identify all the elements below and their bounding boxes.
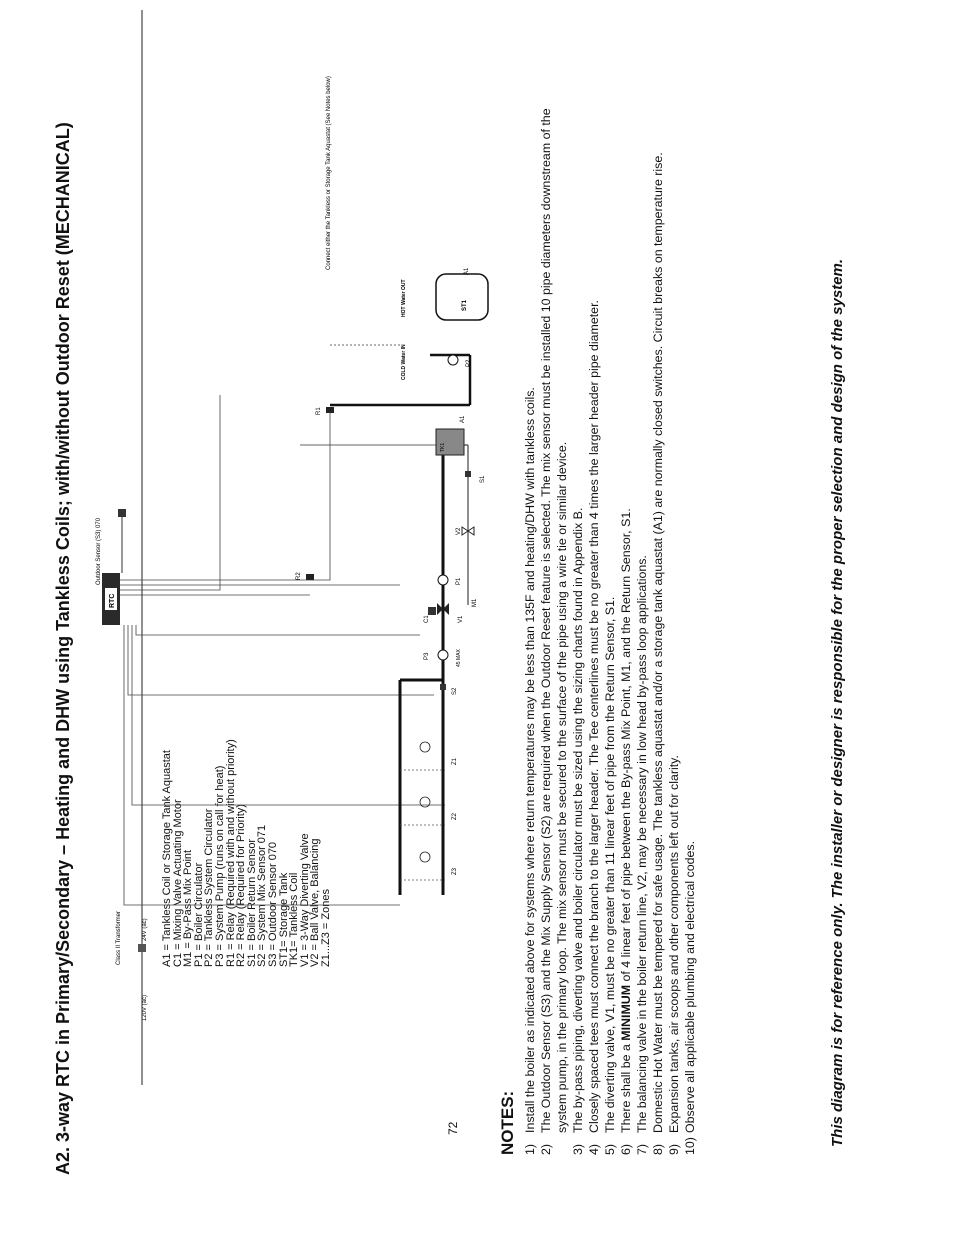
notes-list <box>522 105 698 1155</box>
note-number: 1) <box>523 1143 537 1155</box>
note-item <box>650 105 666 1155</box>
note-text-bold: MINIMUM <box>619 984 633 1041</box>
st1-label: ST1 <box>462 299 468 311</box>
note-item <box>522 105 538 1155</box>
legend-item: Z1...Z3 = Zones <box>319 889 332 967</box>
note-text: There shall be a <box>619 1040 633 1133</box>
storage-tank-st1 <box>436 274 488 320</box>
note-text: Closely spaced tees must connect the branch to the larger header. The Tee centerlines must be no greater than 4 times the larger header pipe diameter. <box>587 300 601 1133</box>
pump-p1-icon <box>438 575 448 585</box>
relay-r2-icon <box>306 574 314 580</box>
note-text: The by-pass piping, diverting valve and boiler circulator must be sized using the sizing charts found in Appendix B. <box>571 507 585 1133</box>
control-wires <box>120 395 445 905</box>
note-text: of 4 linear feet of pipe between the By-pass Mix Point, M1, and the Return Sensor, S1. <box>619 508 633 985</box>
dim-45-label: 45 MAX <box>456 649 462 667</box>
valve-v1-label: V1 <box>458 615 464 623</box>
sensor-s2-label: S2 <box>452 687 458 695</box>
note-text: Observe all applicable plumbing and electrical codes. <box>683 840 697 1133</box>
hot-water-label: HOT Water OUT <box>401 279 407 317</box>
note-text: Domestic Hot Water must be tempered for safe usage. The tankless aquastat and/or a storage tank aquastat (A1) are normally closed switches. Circuit breaks on temperature rise. <box>651 152 665 1133</box>
disclaimer: This diagram is for reference only. The installer or designer is responsible for the proper selection and design of the system. <box>829 258 846 1147</box>
note-item <box>666 105 682 1155</box>
note-number: 2) <box>539 1143 553 1155</box>
note-item <box>634 105 650 1155</box>
zone-valves <box>420 742 430 862</box>
legend-item: R1 = Relay (Required with and without priority) <box>224 739 237 967</box>
note-text: The Outdoor Sensor (S3) and the Mix Supply Sensor (S2) are required when the Outdoor Reset feature is selected. The mix sensor must be installed 10 pipe diameters downstream of the system pump, in the primary loop. The mix sensor must be secured to the surface of the pipe using a wire tie or similar device. <box>539 108 569 1133</box>
legend-item: P1 = Boiler Circulator <box>192 862 205 967</box>
note-number: 10) <box>683 1137 697 1155</box>
page-number: 72 <box>446 1121 460 1135</box>
zone-label-z1: Z1 <box>452 757 458 765</box>
note-number: 4) <box>587 1143 601 1155</box>
pump-p2-icon <box>448 355 458 365</box>
notes-heading: NOTES: <box>498 1090 517 1155</box>
mix-m1-label: M1 <box>472 598 478 607</box>
note-text: The balancing valve in the boiler return line, V2, may be necessary in low head by-pass loop applications. <box>635 555 649 1133</box>
legend-item: A1 = Tankless Coil or Storage Tank Aquastat <box>161 750 173 967</box>
note-item <box>682 105 698 1155</box>
cold-water-label: COLD Water IN <box>401 344 407 380</box>
legend-item: R2 = Relay (Required for Priority) <box>235 804 248 967</box>
zone-label-z2: Z2 <box>452 812 458 820</box>
sensor-s1-label: S1 <box>480 475 486 483</box>
aquastat-a1b-label: A1 <box>464 267 470 275</box>
note-number: 6) <box>619 1143 633 1155</box>
legend-item: V2 = Ball Valve, Balancing <box>309 838 322 967</box>
relay-r1-icon <box>326 407 334 413</box>
primary-loop-piping <box>400 435 443 755</box>
transformer-icon <box>138 944 146 952</box>
transformer-label: Class II Transformer <box>116 910 122 965</box>
pump-p1-label: P1 <box>456 577 462 585</box>
sensor-s2-icon <box>440 684 446 690</box>
valve-v2-label: V2 <box>456 527 462 535</box>
note-number: 7) <box>635 1143 649 1155</box>
note-text: Expansion tanks, air scoops and other components left out for clarity. <box>667 755 681 1133</box>
pump-p3-icon <box>438 650 448 660</box>
note-text: The diverting valve, V1, must be no greater than 11 linear feet of pipe from the Return Sensor, S1. <box>603 596 617 1133</box>
page-title: A2. 3-way RTC in Primary/Secondary – Heating and DHW using Tankless Coils; with/without Outdoor Reset (MECHANICAL) <box>53 122 73 1175</box>
rtc-label: RTC <box>109 593 116 608</box>
note-item <box>586 105 602 1155</box>
sensor-s1-icon <box>465 471 471 477</box>
legend-item: S2 = System Mix Sensor 071 <box>256 824 269 967</box>
note-number: 9) <box>667 1143 681 1155</box>
dhw-cold-in <box>401 344 407 380</box>
note-item <box>618 105 634 1155</box>
power-in-label: 120V (ac) <box>142 994 148 1021</box>
note-number: 3) <box>571 1143 585 1155</box>
connect-note: Connect either the Tankless or Storage Tank Aquastat (See Notes below) <box>326 76 332 270</box>
legend-item: P2 = Tankless System Circulator <box>203 808 216 967</box>
zone-branches <box>400 770 445 880</box>
note-number: 5) <box>603 1143 617 1155</box>
aquastat-a1-label: A1 <box>460 415 466 423</box>
legend-item: S3 = Outdoor Sensor 070 <box>266 841 279 967</box>
note-item <box>570 105 586 1155</box>
note-item <box>602 105 618 1155</box>
motor-c1-icon <box>428 607 436 615</box>
outdoor-sensor-icon <box>118 509 126 517</box>
relay-r1-label: R1 <box>316 407 322 415</box>
pump-p2-label: P2 <box>466 359 472 367</box>
legend-item: M1 = By-Pass Mix Point <box>182 849 195 967</box>
power-out-label: 24V (ac) <box>142 918 148 941</box>
outdoor-sensor-label: Outdoor Sensor (S3) 070 <box>96 517 102 585</box>
tk1-label: TK1 <box>440 442 446 452</box>
legend-item: C1 = Mixing Valve Actuating Motor <box>171 799 184 967</box>
note-item <box>538 105 570 1155</box>
zone-header-piping <box>400 675 443 895</box>
legend-item: S1 = Boiler Return Sensor <box>245 838 258 967</box>
legend-item: TK1= Tankless Coil <box>288 872 301 967</box>
zone-label-z3: Z3 <box>452 867 458 875</box>
note-number: 8) <box>651 1143 665 1155</box>
relay-r2-label: R2 <box>296 572 302 580</box>
motor-c1-label: C1 <box>424 615 430 623</box>
pump-p3-label: P3 <box>424 652 430 660</box>
legend-item: V1 = 3-Way Diverting Valve <box>298 833 311 967</box>
note-text: Install the boiler as indicated above for systems where return temperatures may be less than 135F and heating/DHW with tankless coils. <box>523 387 537 1133</box>
legend-item: ST1= Storage Tank <box>277 872 290 967</box>
legend-item: P3 = System Pump (runs on call for heat) <box>213 765 226 967</box>
